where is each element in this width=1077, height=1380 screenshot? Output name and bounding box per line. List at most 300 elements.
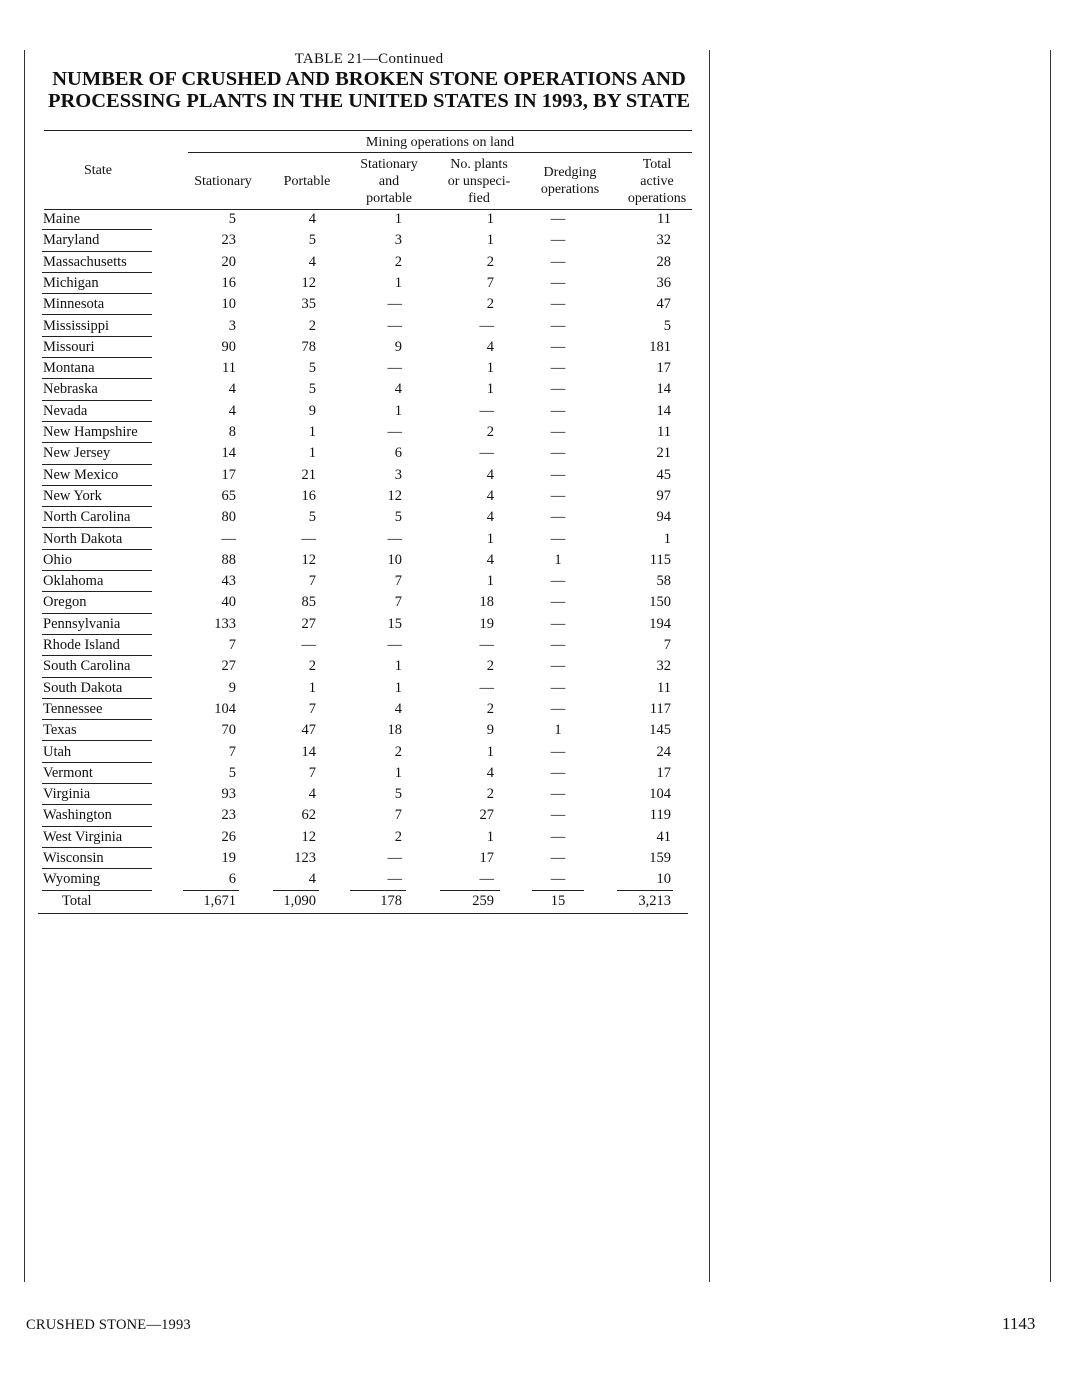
total-separator-rule bbox=[350, 890, 406, 891]
stationary-and-portable-cell: 12 bbox=[387, 487, 402, 504]
table-row bbox=[0, 443, 700, 464]
header-portable: Portable bbox=[283, 174, 331, 189]
stationary-cell: 3 bbox=[228, 317, 236, 334]
stationary-and-portable-cell: 2 bbox=[394, 253, 402, 270]
no-plants-cell: 2 bbox=[486, 786, 494, 803]
state-cell: Maryland bbox=[43, 232, 100, 249]
portable-cell: 12 bbox=[301, 828, 316, 845]
state-cell: Massachusetts bbox=[43, 253, 127, 270]
dredging-cell: — bbox=[550, 786, 566, 803]
dredging-cell: — bbox=[550, 338, 566, 355]
stationary-cell: 27 bbox=[221, 658, 236, 675]
dredging-cell: — bbox=[550, 360, 566, 377]
total-cell: 181 bbox=[649, 338, 671, 355]
no-plants-cell: 1 bbox=[486, 381, 494, 398]
table-title-line-1: NUMBER OF CRUSHED AND BROKEN STONE OPERATIONS AND bbox=[52, 68, 686, 90]
portable-cell: 2 bbox=[308, 317, 316, 334]
portable-cell: 27 bbox=[301, 615, 316, 632]
stationary-cell: 40 bbox=[221, 594, 236, 611]
table-row bbox=[0, 252, 700, 273]
total-cell: 115 bbox=[649, 551, 671, 568]
no-plants-cell: 19 bbox=[479, 615, 494, 632]
portable-cell: 1 bbox=[308, 679, 316, 696]
stationary-cell: 20 bbox=[221, 253, 236, 270]
header-stat-port-line3: portable bbox=[366, 191, 412, 206]
stationary-cell: 16 bbox=[221, 274, 236, 291]
header-stationary-and-portable bbox=[344, 156, 434, 207]
total-cell: 159 bbox=[649, 850, 671, 866]
state-cell: Oregon bbox=[43, 594, 87, 611]
portable-cell: — bbox=[301, 530, 316, 547]
dredging-cell: — bbox=[550, 743, 566, 760]
no-plants-cell: — bbox=[479, 871, 494, 888]
state-cell: West Virginia bbox=[43, 828, 123, 845]
dredging-cell: — bbox=[550, 381, 566, 398]
table-row bbox=[0, 827, 700, 848]
total-cell: 36 bbox=[656, 274, 671, 291]
header-stat-port-line1: Stationary bbox=[360, 157, 418, 172]
dredging-cell: — bbox=[550, 487, 566, 504]
total-separator-rule bbox=[617, 890, 673, 891]
state-cell: Washington bbox=[43, 807, 112, 824]
dredging-cell: — bbox=[550, 615, 566, 632]
stationary-cell: — bbox=[221, 530, 236, 547]
state-cell: Missouri bbox=[43, 338, 95, 355]
table-row bbox=[0, 486, 700, 507]
portable-cell: 4 bbox=[308, 786, 316, 803]
portable-cell: 78 bbox=[301, 338, 316, 355]
portable-cell: 12 bbox=[301, 274, 316, 291]
table-row bbox=[0, 422, 700, 443]
portable-cell: 2 bbox=[308, 658, 316, 675]
center-rule bbox=[709, 50, 710, 1282]
total-stationary-and-portable-cell: 178 bbox=[380, 892, 402, 909]
stationary-and-portable-cell: — bbox=[387, 871, 402, 888]
stationary-cell: 65 bbox=[221, 487, 236, 504]
dredging-cell: — bbox=[550, 402, 566, 419]
total-cell: 21 bbox=[656, 445, 671, 462]
total-cell: 28 bbox=[656, 253, 671, 270]
total-cell: 104 bbox=[649, 786, 671, 803]
state-cell: Ohio bbox=[43, 551, 72, 568]
stationary-cell: 133 bbox=[214, 615, 236, 632]
no-plants-cell: 4 bbox=[486, 509, 494, 526]
portable-cell: 5 bbox=[308, 381, 316, 398]
running-footer: CRUSHED STONE—1993 bbox=[26, 1317, 191, 1333]
stationary-cell: 19 bbox=[221, 850, 236, 866]
state-cell: Mississippi bbox=[43, 317, 110, 334]
stationary-cell: 4 bbox=[228, 381, 236, 398]
no-plants-cell: 18 bbox=[479, 594, 494, 611]
group-rule bbox=[188, 152, 692, 153]
no-plants-cell: 7 bbox=[486, 274, 494, 291]
stationary-cell: 11 bbox=[222, 360, 236, 377]
total-cell: 5 bbox=[663, 317, 671, 334]
state-cell: North Dakota bbox=[43, 530, 123, 547]
total-dredging-cell: 15 bbox=[550, 892, 566, 909]
stationary-and-portable-cell: 1 bbox=[394, 658, 402, 675]
state-cell: Rhode Island bbox=[43, 637, 120, 653]
stationary-cell: 70 bbox=[221, 722, 236, 739]
stationary-cell: 14 bbox=[221, 445, 236, 462]
dredging-cell: — bbox=[550, 274, 566, 291]
total-cell: 94 bbox=[656, 509, 671, 526]
portable-cell: 4 bbox=[308, 253, 316, 270]
no-plants-cell: 1 bbox=[486, 232, 494, 249]
dredging-cell: — bbox=[550, 679, 566, 696]
portable-cell: 7 bbox=[308, 700, 316, 717]
right-margin-rule bbox=[1050, 50, 1051, 1282]
state-cell: South Carolina bbox=[43, 658, 131, 675]
table-row bbox=[0, 635, 700, 656]
state-cell: Texas bbox=[43, 722, 77, 739]
stationary-and-portable-cell: 7 bbox=[394, 573, 402, 590]
portable-cell: 5 bbox=[308, 360, 316, 377]
stationary-and-portable-cell: 18 bbox=[387, 722, 402, 739]
portable-cell: 5 bbox=[308, 509, 316, 526]
no-plants-cell: 4 bbox=[486, 551, 494, 568]
state-cell: New Jersey bbox=[43, 445, 111, 462]
state-cell: Minnesota bbox=[43, 296, 105, 313]
no-plants-cell: 9 bbox=[486, 722, 494, 739]
portable-cell: 12 bbox=[301, 551, 316, 568]
portable-cell: 85 bbox=[301, 594, 316, 611]
stationary-and-portable-cell: 7 bbox=[394, 807, 402, 824]
no-plants-cell: — bbox=[479, 637, 494, 653]
dredging-cell: — bbox=[550, 573, 566, 590]
header-mining-group: Mining operations on land bbox=[365, 135, 515, 150]
total-separator-rule bbox=[183, 890, 239, 891]
stationary-and-portable-cell: 1 bbox=[394, 402, 402, 419]
table-row bbox=[0, 805, 700, 826]
total-cell: 11 bbox=[657, 679, 671, 696]
no-plants-cell: 2 bbox=[486, 253, 494, 270]
table-row bbox=[0, 379, 700, 400]
header-no-plants-line3: fied bbox=[468, 191, 490, 206]
portable-cell: 123 bbox=[294, 850, 316, 866]
total-row bbox=[0, 891, 700, 912]
dredging-cell: — bbox=[550, 807, 566, 824]
table-row bbox=[0, 571, 700, 592]
dredging-cell: — bbox=[550, 317, 566, 334]
no-plants-cell: 1 bbox=[486, 211, 494, 227]
stationary-and-portable-cell: 5 bbox=[394, 786, 402, 803]
stationary-cell: 80 bbox=[221, 509, 236, 526]
no-plants-cell: — bbox=[479, 402, 494, 419]
stationary-and-portable-cell: — bbox=[387, 360, 402, 377]
table-title-line-2: PROCESSING PLANTS IN THE UNITED STATES IN 1993, BY STATE bbox=[47, 90, 691, 112]
state-cell: New York bbox=[43, 487, 102, 504]
total-cell: 17 bbox=[656, 764, 671, 781]
stationary-cell: 7 bbox=[228, 743, 236, 760]
stationary-cell: 104 bbox=[214, 700, 236, 717]
state-cell: New Mexico bbox=[43, 466, 119, 483]
table-row bbox=[0, 614, 700, 635]
table-row bbox=[0, 273, 700, 294]
total-cell: 150 bbox=[649, 594, 671, 611]
state-cell: South Dakota bbox=[43, 679, 123, 696]
table-row bbox=[0, 294, 700, 315]
header-total-line3: operations bbox=[627, 191, 687, 206]
portable-cell: 1 bbox=[308, 445, 316, 462]
stationary-cell: 8 bbox=[228, 424, 236, 440]
state-cell: Virginia bbox=[43, 786, 91, 803]
table-row bbox=[0, 209, 700, 230]
portable-cell: 1 bbox=[308, 424, 316, 440]
table-row bbox=[0, 763, 700, 784]
stationary-and-portable-cell: 4 bbox=[394, 381, 402, 398]
table-row bbox=[0, 699, 700, 720]
no-plants-cell: 4 bbox=[486, 466, 494, 483]
header-dredging-line2: operations bbox=[540, 182, 600, 197]
total-no-plants-cell: 259 bbox=[472, 892, 494, 909]
stationary-cell: 93 bbox=[221, 786, 236, 803]
total-cell: 41 bbox=[656, 828, 671, 845]
table-row bbox=[0, 507, 700, 528]
total-cell: 117 bbox=[649, 700, 671, 717]
dredging-cell: — bbox=[550, 211, 566, 227]
state-cell: Maine bbox=[43, 211, 81, 227]
total-cell: 32 bbox=[656, 658, 671, 675]
header-total-line2: active bbox=[640, 174, 674, 189]
stationary-cell: 23 bbox=[221, 807, 236, 824]
stationary-and-portable-cell: 15 bbox=[387, 615, 402, 632]
stationary-and-portable-cell: 10 bbox=[387, 551, 402, 568]
stationary-and-portable-cell: 1 bbox=[394, 274, 402, 291]
portable-cell: 4 bbox=[308, 871, 316, 888]
portable-cell: — bbox=[301, 637, 316, 653]
dredging-cell: — bbox=[550, 594, 566, 611]
no-plants-cell: — bbox=[479, 317, 494, 334]
dredging-cell: — bbox=[550, 871, 566, 888]
stationary-cell: 10 bbox=[221, 296, 236, 313]
no-plants-cell: 4 bbox=[486, 764, 494, 781]
no-plants-cell: 2 bbox=[486, 424, 494, 440]
stationary-and-portable-cell: — bbox=[387, 296, 402, 313]
stationary-and-portable-cell: 6 bbox=[394, 445, 402, 462]
total-separator-rule bbox=[273, 890, 319, 891]
stationary-and-portable-cell: 1 bbox=[394, 764, 402, 781]
total-cell: 14 bbox=[656, 402, 671, 419]
total-cell: 32 bbox=[656, 232, 671, 249]
no-plants-cell: 27 bbox=[479, 807, 494, 824]
no-plants-cell: 1 bbox=[486, 573, 494, 590]
total-cell: 58 bbox=[656, 573, 671, 590]
dredging-cell: — bbox=[550, 828, 566, 845]
header-no-plants-line2: or unspeci- bbox=[447, 174, 511, 189]
total-cell: 17 bbox=[656, 360, 671, 377]
stationary-and-portable-cell: 3 bbox=[394, 466, 402, 483]
no-plants-cell: — bbox=[479, 679, 494, 696]
dredging-cell: — bbox=[550, 466, 566, 483]
no-plants-cell: — bbox=[479, 445, 494, 462]
dredging-cell: — bbox=[550, 232, 566, 249]
portable-cell: 4 bbox=[308, 211, 316, 227]
header-no-plants-line1: No. plants bbox=[450, 157, 508, 172]
dredging-cell: 1 bbox=[554, 722, 562, 739]
no-plants-cell: 2 bbox=[486, 658, 494, 675]
state-cell: Nevada bbox=[43, 402, 88, 419]
table-row bbox=[0, 316, 700, 337]
no-plants-cell: 1 bbox=[486, 530, 494, 547]
stationary-and-portable-cell: 2 bbox=[394, 828, 402, 845]
stationary-and-portable-cell: — bbox=[387, 424, 402, 440]
stationary-cell: 88 bbox=[221, 551, 236, 568]
stationary-and-portable-cell: 7 bbox=[394, 594, 402, 611]
header-state: State bbox=[84, 163, 112, 178]
portable-cell: 62 bbox=[301, 807, 316, 824]
table-row bbox=[0, 784, 700, 805]
dredging-cell: — bbox=[550, 253, 566, 270]
dredging-cell: — bbox=[550, 445, 566, 462]
table-row bbox=[0, 656, 700, 677]
stationary-and-portable-cell: 3 bbox=[394, 232, 402, 249]
total-label: Total bbox=[62, 892, 92, 909]
state-cell: Vermont bbox=[43, 764, 93, 781]
header-total-line1: Total bbox=[642, 157, 672, 172]
total-cell: 24 bbox=[656, 743, 671, 760]
table-bottom-rule bbox=[38, 913, 688, 914]
total-cell: 11 bbox=[657, 424, 671, 440]
table-row bbox=[0, 230, 700, 251]
table-row bbox=[0, 465, 700, 486]
stationary-cell: 4 bbox=[228, 402, 236, 419]
table-title bbox=[30, 68, 708, 112]
table-number: TABLE 21—Continued bbox=[294, 51, 444, 67]
header-no-plants bbox=[434, 156, 524, 207]
no-plants-cell: 1 bbox=[486, 743, 494, 760]
total-cell: 45 bbox=[656, 466, 671, 483]
state-cell: Montana bbox=[43, 360, 95, 377]
dredging-cell: — bbox=[550, 764, 566, 781]
state-cell: Wisconsin bbox=[43, 850, 104, 866]
state-cell: New Hampshire bbox=[43, 424, 138, 440]
table-row bbox=[0, 742, 700, 763]
portable-cell: 35 bbox=[301, 296, 316, 313]
no-plants-cell: 17 bbox=[479, 850, 494, 866]
stationary-and-portable-cell: 5 bbox=[394, 509, 402, 526]
state-cell: Tennessee bbox=[43, 700, 103, 717]
total-total-cell: 3,213 bbox=[638, 892, 671, 909]
portable-cell: 7 bbox=[308, 764, 316, 781]
header-stat-port-line2: and bbox=[378, 174, 400, 189]
portable-cell: 7 bbox=[308, 573, 316, 590]
total-cell: 7 bbox=[663, 637, 671, 653]
no-plants-cell: 1 bbox=[486, 360, 494, 377]
stationary-cell: 7 bbox=[228, 637, 236, 653]
header-stationary: Stationary bbox=[194, 174, 252, 189]
stationary-cell: 26 bbox=[221, 828, 236, 845]
stationary-and-portable-cell: — bbox=[387, 317, 402, 334]
total-cell: 10 bbox=[656, 871, 671, 888]
total-cell: 145 bbox=[649, 722, 671, 739]
state-cell: North Carolina bbox=[43, 509, 131, 526]
dredging-cell: — bbox=[550, 658, 566, 675]
total-cell: 194 bbox=[649, 615, 671, 632]
stationary-cell: 5 bbox=[228, 211, 236, 227]
total-stationary-cell: 1,671 bbox=[203, 892, 236, 909]
total-cell: 1 bbox=[663, 530, 671, 547]
table-row bbox=[0, 358, 700, 379]
stationary-cell: 43 bbox=[221, 573, 236, 590]
header-top-rule bbox=[44, 130, 692, 131]
dredging-cell: — bbox=[550, 296, 566, 313]
header-dredging bbox=[525, 164, 615, 198]
state-cell: Oklahoma bbox=[43, 573, 104, 590]
state-cell: Michigan bbox=[43, 274, 99, 291]
dredging-cell: — bbox=[550, 509, 566, 526]
dredging-cell: — bbox=[550, 637, 566, 653]
stationary-and-portable-cell: 1 bbox=[394, 679, 402, 696]
stationary-cell: 6 bbox=[228, 871, 236, 888]
table-row bbox=[0, 550, 700, 571]
table-row bbox=[0, 529, 700, 550]
table-row bbox=[0, 869, 700, 890]
portable-cell: 5 bbox=[308, 232, 316, 249]
stationary-and-portable-cell: 4 bbox=[394, 700, 402, 717]
state-cell: Nebraska bbox=[43, 381, 98, 398]
header-dredging-line1: Dredging bbox=[543, 165, 597, 180]
total-separator-rule bbox=[532, 890, 584, 891]
table-row bbox=[0, 592, 700, 613]
stationary-and-portable-cell: — bbox=[387, 530, 402, 547]
portable-cell: 16 bbox=[301, 487, 316, 504]
dredging-cell: — bbox=[550, 850, 566, 866]
table-row bbox=[0, 848, 700, 869]
header-total-active bbox=[612, 156, 702, 207]
total-cell: 97 bbox=[656, 487, 671, 504]
portable-cell: 9 bbox=[308, 402, 316, 419]
no-plants-cell: 4 bbox=[486, 338, 494, 355]
total-separator-rule bbox=[440, 890, 500, 891]
stationary-cell: 23 bbox=[221, 232, 236, 249]
stationary-and-portable-cell: 1 bbox=[394, 211, 402, 227]
total-cell: 11 bbox=[657, 211, 671, 227]
table-row bbox=[0, 720, 700, 741]
stationary-cell: 9 bbox=[228, 679, 236, 696]
portable-cell: 14 bbox=[301, 743, 316, 760]
dredging-cell: — bbox=[550, 530, 566, 547]
no-plants-cell: 2 bbox=[486, 700, 494, 717]
stationary-cell: 17 bbox=[221, 466, 236, 483]
stationary-and-portable-cell: — bbox=[387, 850, 402, 866]
table-row bbox=[0, 401, 700, 422]
portable-cell: 47 bbox=[301, 722, 316, 739]
dredging-cell: — bbox=[550, 424, 566, 440]
stationary-cell: 5 bbox=[228, 764, 236, 781]
total-portable-cell: 1,090 bbox=[283, 892, 316, 909]
total-cell: 14 bbox=[656, 381, 671, 398]
no-plants-cell: 1 bbox=[486, 828, 494, 845]
state-cell: Wyoming bbox=[43, 871, 101, 888]
portable-cell: 21 bbox=[301, 466, 316, 483]
dredging-cell: — bbox=[550, 700, 566, 717]
no-plants-cell: 2 bbox=[486, 296, 494, 313]
total-cell: 119 bbox=[649, 807, 671, 824]
state-cell: Pennsylvania bbox=[43, 615, 121, 632]
total-cell: 47 bbox=[656, 296, 671, 313]
stationary-and-portable-cell: — bbox=[387, 637, 402, 653]
stationary-and-portable-cell: 9 bbox=[394, 338, 402, 355]
state-cell: Utah bbox=[43, 743, 72, 760]
dredging-cell: 1 bbox=[554, 551, 562, 568]
page-number: 1143 bbox=[1002, 1314, 1036, 1333]
no-plants-cell: 4 bbox=[486, 487, 494, 504]
stationary-and-portable-cell: 2 bbox=[394, 743, 402, 760]
table-row bbox=[0, 678, 700, 699]
table-row bbox=[0, 337, 700, 358]
stationary-cell: 90 bbox=[221, 338, 236, 355]
